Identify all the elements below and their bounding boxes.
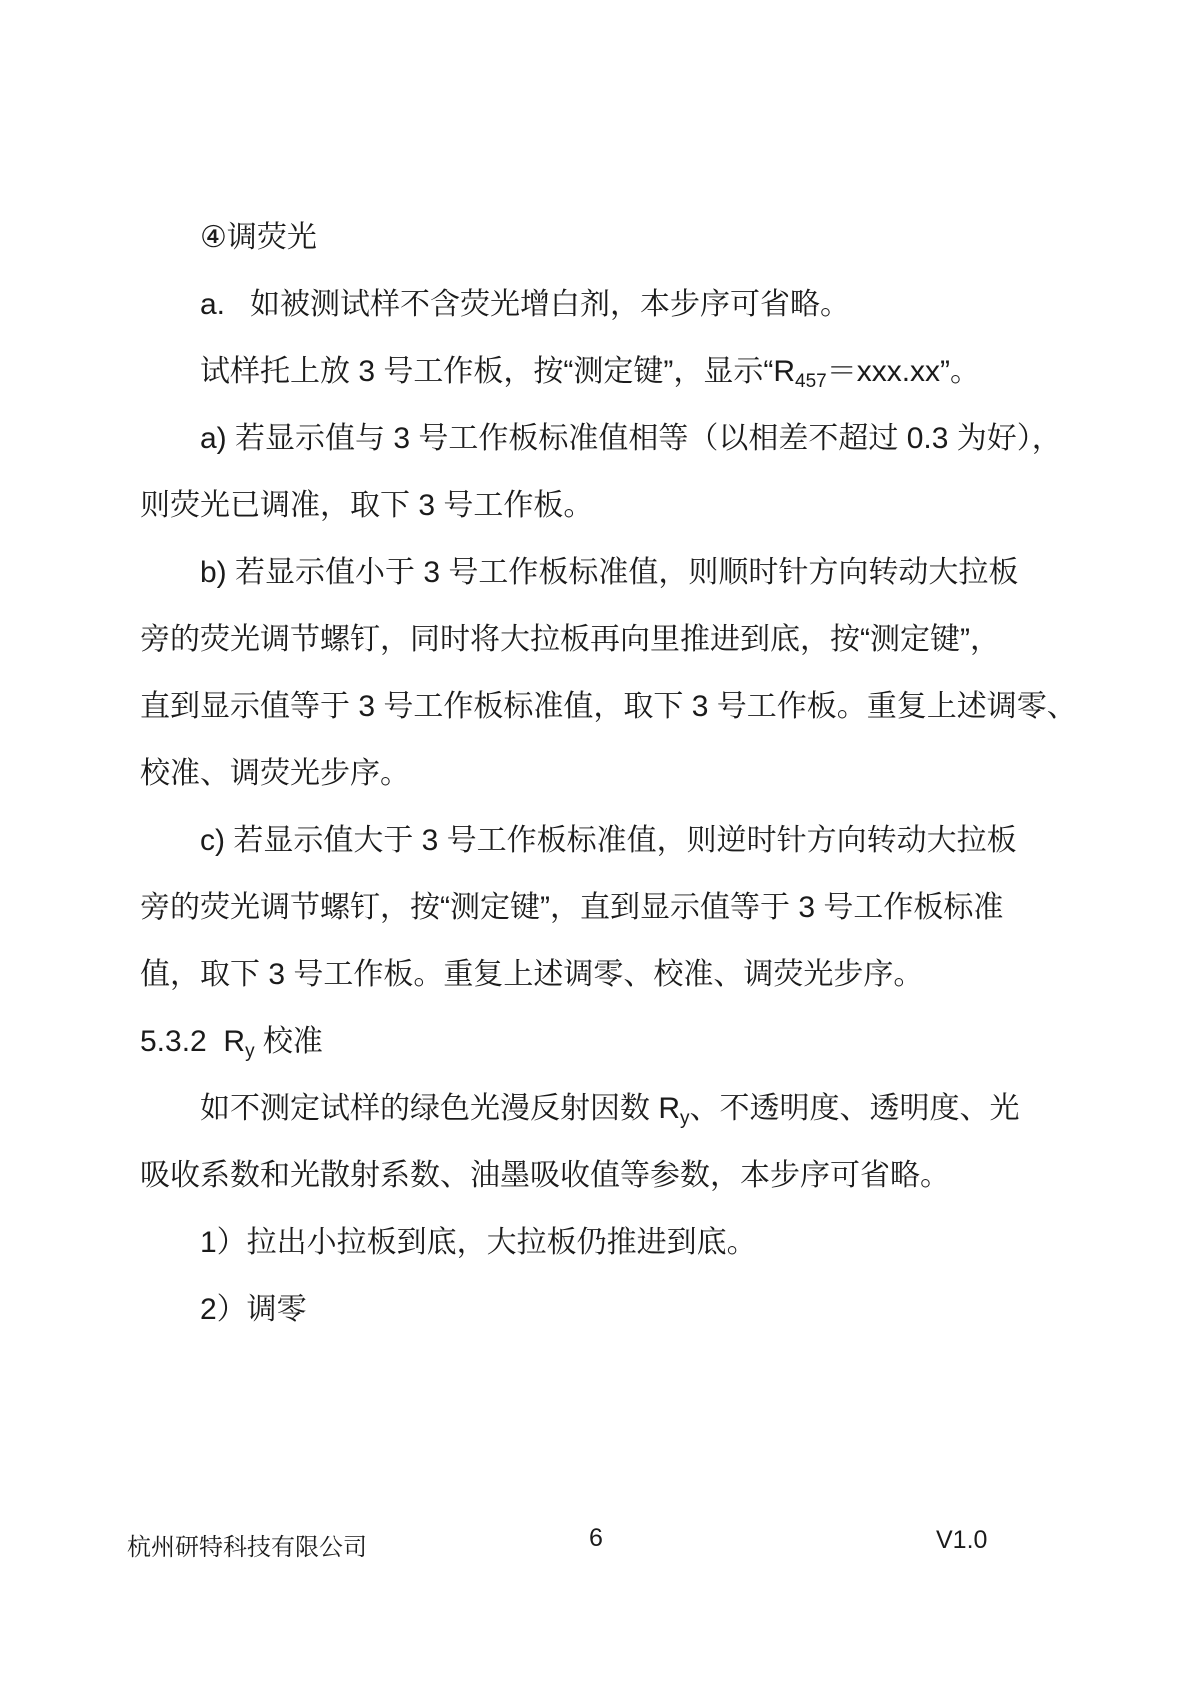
text-line (140, 1276, 1075, 1343)
line-text: 如不测定试样的绿色光漫反射因数 R (140, 1092, 680, 1125)
line-text: 吸收系数和光散射系数、油墨吸收值等参数，本步序可省略。 (140, 1159, 950, 1192)
line-text: ④调荧光 (140, 221, 317, 254)
document-body (140, 204, 1075, 1343)
section-heading (140, 1008, 1075, 1075)
line-text: ＝xxx.xx”。 (826, 355, 981, 388)
line-text: 值，取下 3 号工作板。重复上述调零、校准、调荧光步序。 (140, 958, 924, 991)
footer-page-number: 6 (589, 1524, 603, 1552)
text-line (140, 673, 1075, 740)
text-line (140, 941, 1075, 1008)
text-line (140, 271, 1075, 338)
line-text: b) 若显示值小于 3 号工作板标准值，则顺时针方向转动大拉板 (140, 556, 1019, 589)
footer-company: 杭州研特科技有限公司 (127, 1534, 367, 1561)
subscript-text: y (245, 1041, 255, 1062)
line-text: c) 若显示值大于 3 号工作板标准值，则逆时针方向转动大拉板 (140, 824, 1017, 857)
text-line (140, 1142, 1075, 1209)
line-text: 则荧光已调准，取下 3 号工作板。 (140, 489, 594, 522)
text-line (140, 405, 1075, 472)
text-line (140, 472, 1075, 539)
text-line (140, 539, 1075, 606)
text-line (140, 740, 1075, 807)
text-line (140, 807, 1075, 874)
line-text: 直到显示值等于 3 号工作板标准值，取下 3 号工作板。重复上述调零、 (140, 690, 1077, 723)
line-text: a) 若显示值与 3 号工作板标准值相等（以相差不超过 0.3 为好）， (140, 422, 1062, 455)
subscript-text: y (680, 1108, 690, 1129)
line-text: a. 如被测试样不含荧光增白剂，本步序可省略。 (140, 288, 851, 321)
text-line (140, 606, 1075, 673)
heading-text: 5.3.2 R (140, 1025, 246, 1058)
line-text: 2）调零 (140, 1293, 307, 1326)
line-text: 校准、调荧光步序。 (140, 757, 410, 790)
text-line (140, 204, 1075, 271)
text-line (140, 338, 1075, 405)
heading-text: 校准 (254, 1025, 323, 1058)
text-line (140, 1075, 1075, 1142)
line-text: 旁的荧光调节螺钉，同时将大拉板再向里推进到底，按“测定键”， (140, 623, 1000, 656)
footer-version: V1.0 (936, 1526, 988, 1554)
line-text: 试样托上放 3 号工作板，按“测定键”，显示“R (140, 355, 795, 388)
subscript-text: 457 (795, 371, 827, 392)
text-line (140, 1209, 1075, 1276)
text-line (140, 874, 1075, 941)
line-text: 、不透明度、透明度、光 (689, 1092, 1020, 1125)
line-text: 旁的荧光调节螺钉，按“测定键”，直到显示值等于 3 号工作板标准 (140, 891, 1004, 924)
line-text: 1）拉出小拉板到底，大拉板仍推进到底。 (140, 1226, 757, 1259)
